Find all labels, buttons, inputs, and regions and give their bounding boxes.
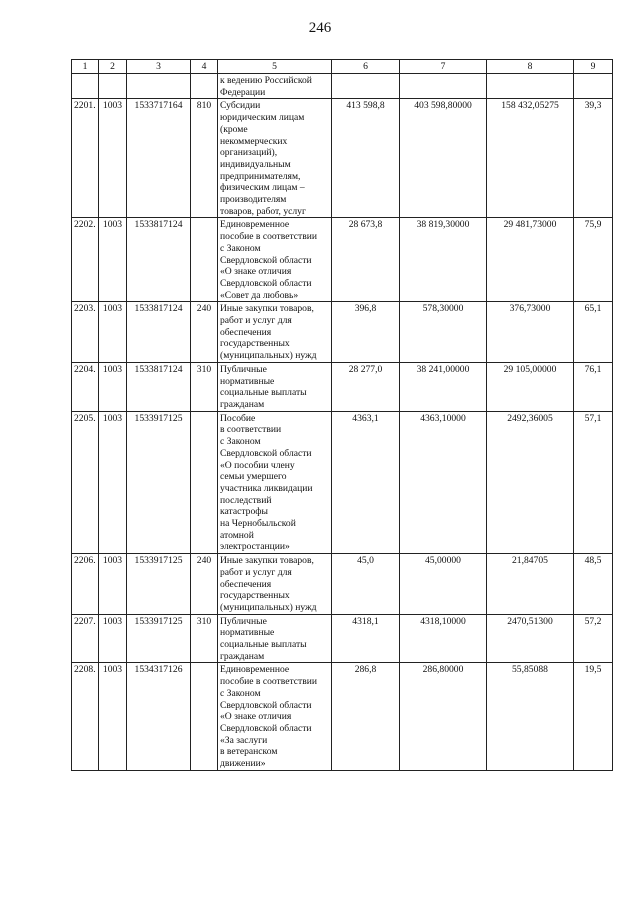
percent-cell: 75,9 [574,218,613,302]
value-cell [332,74,400,99]
value-cell: 45,0 [332,554,400,615]
percent-cell: 65,1 [574,302,613,363]
column-header: 2 [99,60,127,74]
description-cell: Иные закупки товаров, работ и услуг для обеспечения государственных (муниципальных) нужд [218,302,332,363]
value-cell [487,74,574,99]
section-code-cell: 1003 [99,302,127,363]
section-code-cell: 1003 [99,218,127,302]
section-code-cell: 1003 [99,663,127,770]
table-row [72,99,613,218]
value-cell: 376,73000 [487,302,574,363]
page-number: 246 [308,20,332,36]
description-cell: Единовременное пособие в соответствии с Законом Свердловской области «О знаке отличия Свердловской области «За заслуги в ветеранском движении» [218,663,332,770]
description-cell: Субсидии юридическим лицам (кроме некоммерческих организаций), индивидуальным предпринимателям, физическим лицам – производителям товаров, работ, услуг [218,99,332,218]
section-code-cell: 1003 [99,614,127,663]
target-code-cell: 1533917125 [127,554,191,615]
row-number-cell: 2208. [72,663,99,770]
value-cell: 21,84705 [487,554,574,615]
value-cell: 286,80000 [400,663,487,770]
column-header: 6 [332,60,400,74]
target-code-cell: 1533817124 [127,302,191,363]
description-cell: Публичные нормативные социальные выплаты гражданам [218,614,332,663]
expense-type-cell [191,74,218,99]
percent-cell: 57,2 [574,614,613,663]
description-cell: Публичные нормативные социальные выплаты гражданам [218,362,332,411]
row-number-cell: 2203. [72,302,99,363]
target-code-cell: 1534317126 [127,663,191,770]
section-code-cell: 1003 [99,554,127,615]
table-header-row [72,60,613,74]
row-number-cell: 2206. [72,554,99,615]
column-header: 5 [218,60,332,74]
column-header: 7 [400,60,487,74]
value-cell [400,74,487,99]
expense-type-cell [191,663,218,770]
table-row [72,554,613,615]
expense-type-cell: 240 [191,554,218,615]
value-cell: 29 481,73000 [487,218,574,302]
column-header: 8 [487,60,574,74]
target-code-cell: 1533917125 [127,411,191,553]
row-number-cell: 2207. [72,614,99,663]
expense-type-cell: 310 [191,614,218,663]
column-header: 9 [574,60,613,74]
value-cell: 4363,10000 [400,411,487,553]
value-cell: 45,00000 [400,554,487,615]
percent-cell: 48,5 [574,554,613,615]
value-cell: 28 277,0 [332,362,400,411]
value-cell: 38 819,30000 [400,218,487,302]
percent-cell: 19,5 [574,663,613,770]
description-cell: к ведению Российской Федерации [218,74,332,99]
percent-cell: 76,1 [574,362,613,411]
value-cell: 403 598,80000 [400,99,487,218]
row-number-cell: 2202. [72,218,99,302]
expense-type-cell [191,411,218,553]
value-cell: 29 105,00000 [487,362,574,411]
section-code-cell: 1003 [99,362,127,411]
target-code-cell: 1533917125 [127,614,191,663]
table-row [72,362,613,411]
description-cell: Единовременное пособие в соответствии с Законом Свердловской области «О знаке отличия Свердловской области «Совет да любовь» [218,218,332,302]
percent-cell: 57,1 [574,411,613,553]
target-code-cell: 1533817124 [127,218,191,302]
value-cell: 396,8 [332,302,400,363]
budget-table [71,59,613,771]
value-cell: 55,85088 [487,663,574,770]
value-cell: 38 241,00000 [400,362,487,411]
value-cell: 28 673,8 [332,218,400,302]
value-cell: 578,30000 [400,302,487,363]
column-header: 1 [72,60,99,74]
table-row [72,302,613,363]
table-row [72,614,613,663]
table-row [72,74,613,99]
table-row [72,218,613,302]
section-code-cell [99,74,127,99]
section-code-cell: 1003 [99,99,127,218]
target-code-cell: 1533717164 [127,99,191,218]
value-cell: 2470,51300 [487,614,574,663]
row-number-cell [72,74,99,99]
row-number-cell: 2201. [72,99,99,218]
target-code-cell: 1533817124 [127,362,191,411]
description-cell: Пособие в соответствии с Законом Свердловской области «О пособии члену семьи умершего участника ликвидации последствий катастрофы на Чернобыльской атомной электростанции» [218,411,332,553]
expense-type-cell: 810 [191,99,218,218]
value-cell: 2492,36005 [487,411,574,553]
expense-type-cell: 310 [191,362,218,411]
row-number-cell: 2205. [72,411,99,553]
description-cell: Иные закупки товаров, работ и услуг для обеспечения государственных (муниципальных) нужд [218,554,332,615]
table-row [72,663,613,770]
row-number-cell: 2204. [72,362,99,411]
column-header: 3 [127,60,191,74]
value-cell: 4318,10000 [400,614,487,663]
expense-type-cell [191,218,218,302]
value-cell: 4318,1 [332,614,400,663]
value-cell: 413 598,8 [332,99,400,218]
percent-cell: 39,3 [574,99,613,218]
value-cell: 4363,1 [332,411,400,553]
expense-type-cell: 240 [191,302,218,363]
section-code-cell: 1003 [99,411,127,553]
percent-cell [574,74,613,99]
table-row [72,411,613,553]
value-cell: 158 432,05275 [487,99,574,218]
target-code-cell [127,74,191,99]
column-header: 4 [191,60,218,74]
value-cell: 286,8 [332,663,400,770]
